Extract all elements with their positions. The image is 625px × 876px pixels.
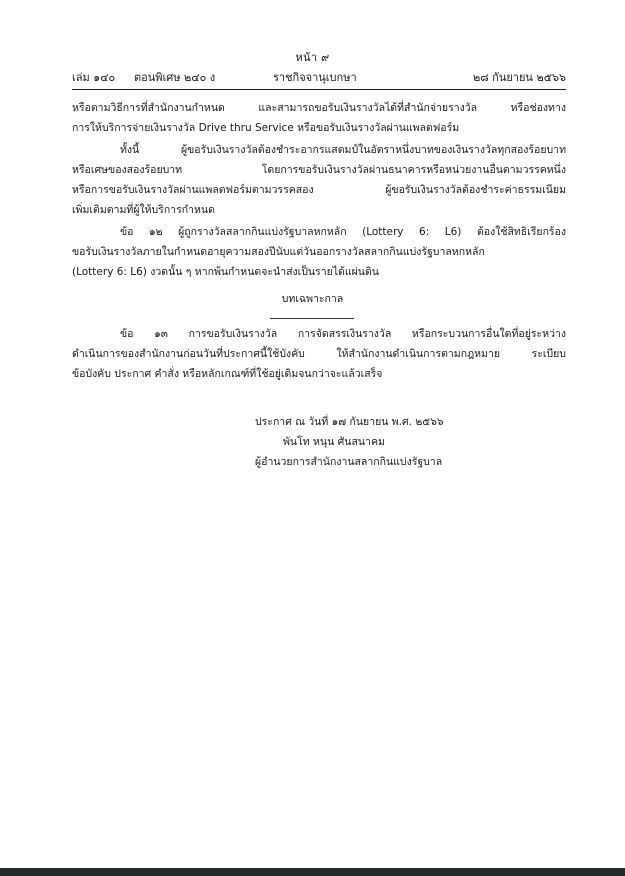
signatory-name: พันโท หนุน ศันสนาคม — [283, 436, 385, 448]
header-date: ๒๘ กันยายน ๒๕๖๖ — [472, 71, 566, 84]
paragraph-3 — [72, 222, 566, 282]
signature-block — [255, 412, 575, 472]
header-volume: เล่ม ๑๔๐ — [72, 71, 116, 84]
signatory-position: ผู้อำนวยการสำนักงานสลากกินแบ่งรัฐบาล — [255, 456, 443, 468]
text-line: หรือการขอรับเงินรางวัลผ่านแพลตฟอร์มตามวรรคสอง ผู้ขอรับเงินรางวัลต้องชำระค่าธรรมเนียม — [72, 184, 566, 196]
text-line: หรือตามวิธีการที่สำนักงานกำหนด และสามารถขอรับเงินรางวัลได้ที่สำนักจ่ายรางวัล หรือช่องทาง — [72, 102, 566, 114]
text-line: (Lottery 6: L6) งวดนั้น ๆ หากพ้นกำหนดจะนำส่งเป็นรายได้แผ่นดิน — [72, 266, 379, 278]
text-line: ทั้งนี้ ผู้ขอรับเงินรางวัลต้องชำระอากรแสตมป์ในอัตราหนึ่งบาทของเงินรางวัลทุกสองร้อยบาท — [120, 144, 566, 156]
header-divider — [72, 89, 566, 90]
paragraph-2 — [72, 140, 566, 220]
text-line: ข้อ ๑๒ ผู้ถูกรางวัลสลากกินแบ่งรัฐบาลหกหลัก (Lottery 6: L6) ต้องใช้สิทธิเรียกร้อง — [120, 226, 566, 238]
announcement-date: ประกาศ ณ วันที่ ๑๗ กันยายน พ.ศ. ๒๕๖๖ — [255, 416, 444, 428]
paragraph-1 — [72, 98, 566, 138]
section-title: บทเฉพาะกาล — [281, 293, 344, 305]
text-line: ข้อ ๑๓ การขอรับเงินรางวัล การจัดสรรเงินรางวัล หรือกระบวนการอื่นใดที่อยู่ระหว่าง — [120, 328, 566, 340]
header-section: ตอนพิเศษ ๒๔๐ ง — [134, 71, 216, 84]
header-publication: ราชกิจจานุเบกษา — [273, 71, 357, 84]
text-line: หรือเศษของสองร้อยบาท โดยการขอรับเงินรางวัลผ่านธนาคารหรือหน่วยงานอื่นตามวรรคหนึ่ง — [72, 164, 566, 176]
text-line: ดำเนินการของสำนักงานก่อนวันที่ประกาศนี้ใช้บังคับ ให้สำนักงานดำเนินการตามกฎหมาย ระเบียบ — [72, 348, 566, 360]
viewer-bottom-bar — [0, 868, 625, 876]
text-line: ข้อบังคับ ประกาศ คำสั่ง หรือหลักเกณฑ์ที่ใช้อยู่เดิมจนกว่าจะแล้วเสร็จ — [72, 368, 383, 380]
paragraph-4 — [72, 324, 566, 384]
section-divider — [270, 318, 354, 319]
gazette-header — [72, 68, 566, 84]
text-line: ขอรับเงินรางวัลภายในกำหนดอายุความสองปีนับแต่วันออกรางวัลสลากกินแบ่งรัฐบาลหกหลัก — [72, 246, 485, 258]
text-line: การให้บริการจ่ายเงินรางวัล Drive thru Service หรือขอรับเงินรางวัลผ่านแพลตฟอร์ม — [72, 122, 460, 134]
page-number: หน้า ๙ — [295, 51, 330, 64]
text-line: เพิ่มเติมตามที่ผู้ให้บริการกำหนด — [72, 204, 215, 216]
